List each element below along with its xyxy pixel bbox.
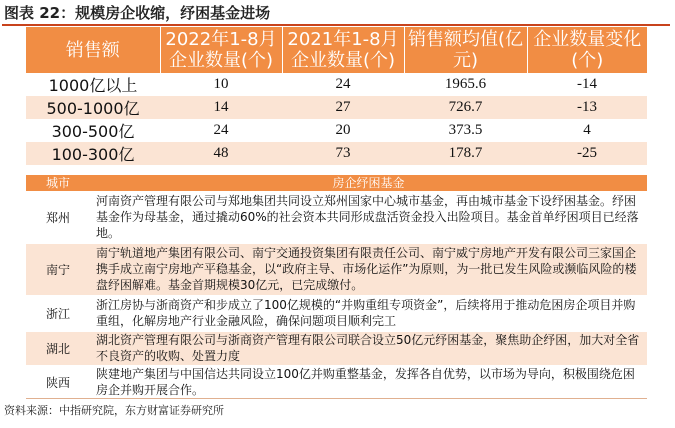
source-note: 资料来源：中指研究院，东方财富证券研究所	[4, 404, 224, 417]
fund-description: 陕建地产集团与中国信达共同设立100亿并购重整基金，发挥各自优势，以市场为导向，积极围绕危困房企并购开展合作。	[96, 367, 635, 397]
avg-sales: 726.7	[404, 96, 527, 119]
avg-sales: 1965.6	[404, 73, 527, 96]
count-2022: 48	[160, 142, 282, 165]
sales-row	[26, 142, 647, 165]
fund-row-nanning	[26, 244, 647, 295]
sales-header-row	[26, 27, 647, 73]
count-2021: 24	[282, 73, 404, 96]
fund-description: 浙江房协与浙商资产和步成立了100亿规模的“并购重组专项资金”，后续将用于推动危困房企项目并购重组，化解房地产行业金融风险，确保问题项目顺利完工	[96, 298, 636, 328]
count-2021: 27	[282, 96, 404, 119]
city-name: 陕西	[45, 375, 70, 390]
count-change: 4	[527, 119, 647, 142]
sales-range: 100-300亿	[26, 142, 160, 165]
city-name: 浙江	[45, 307, 70, 321]
count-2021: 73	[282, 142, 404, 165]
sales-row	[26, 96, 647, 119]
sales-range: 300-500亿	[26, 119, 160, 142]
count-2022: 14	[160, 96, 282, 119]
city-name: 南宁	[45, 263, 70, 277]
header-2021-count: 2021年1-8月企业数量(个)	[282, 27, 404, 73]
sales-range: 1000亿以上	[26, 73, 160, 96]
fund-row-zhengzhou	[26, 192, 647, 243]
figure-title: 图表 22：规模房企收缩，纾困基金进场	[4, 4, 271, 22]
header-fund: 房企纾困基金	[332, 176, 405, 190]
fund-row-hubei	[26, 332, 647, 365]
sales-table	[26, 27, 647, 165]
count-2022: 24	[160, 119, 282, 142]
header-avg-sales: 销售额均值(亿元)	[404, 27, 527, 73]
count-change: -25	[527, 142, 647, 165]
avg-sales: 178.7	[404, 142, 527, 165]
header-count-change: 企业数量变化(个)	[527, 27, 647, 73]
count-2021: 20	[282, 119, 404, 142]
fund-description: 河南资产管理有限公司与郑地集团共同设立郑州国家中心城市基金，再由城市基金下设纾困基金。纾困基金作为母基金，通过撬动60%的社会资本共同形成盘活资金投入出险项目。基金首单纾困项目已经落地。	[96, 194, 639, 240]
sales-row	[26, 119, 647, 142]
fund-row-zhejiang	[26, 296, 647, 331]
avg-sales: 373.5	[404, 119, 527, 142]
title-rule	[2, 24, 670, 26]
count-change: -13	[527, 96, 647, 119]
count-change: -14	[527, 73, 647, 96]
fund-table-header	[26, 175, 647, 191]
sales-range: 500-1000亿	[26, 96, 160, 119]
count-2022: 10	[160, 73, 282, 96]
table-bottom-rule	[26, 398, 647, 399]
fund-row-shaanxi	[26, 366, 647, 398]
header-city: 城市	[45, 176, 70, 190]
fund-description: 湖北资产管理有限公司与浙商资产管理有限公司联合设立50亿元纾困基金，聚焦助企纾困，加大对全省不良资产的收购、处置力度	[96, 333, 640, 363]
header-sales: 销售额	[26, 27, 160, 73]
city-name: 湖北	[45, 342, 70, 356]
fund-description: 南宁轨道地产集团有限公司、南宁交通投资集团有限责任公司、南宁威宁房地产开发有限公司三家国企携手成立南宁房地产平稳基金，以“政府主导、市场化运作”为原则，为一批已发生风险或濒临风险的楼盘纾困解难。基金首期规模30亿元，已完成缴付。	[96, 246, 637, 292]
header-2022-count: 2022年1-8月企业数量(个)	[160, 27, 282, 73]
city-name: 郑州	[45, 211, 70, 225]
sales-row	[26, 73, 647, 96]
